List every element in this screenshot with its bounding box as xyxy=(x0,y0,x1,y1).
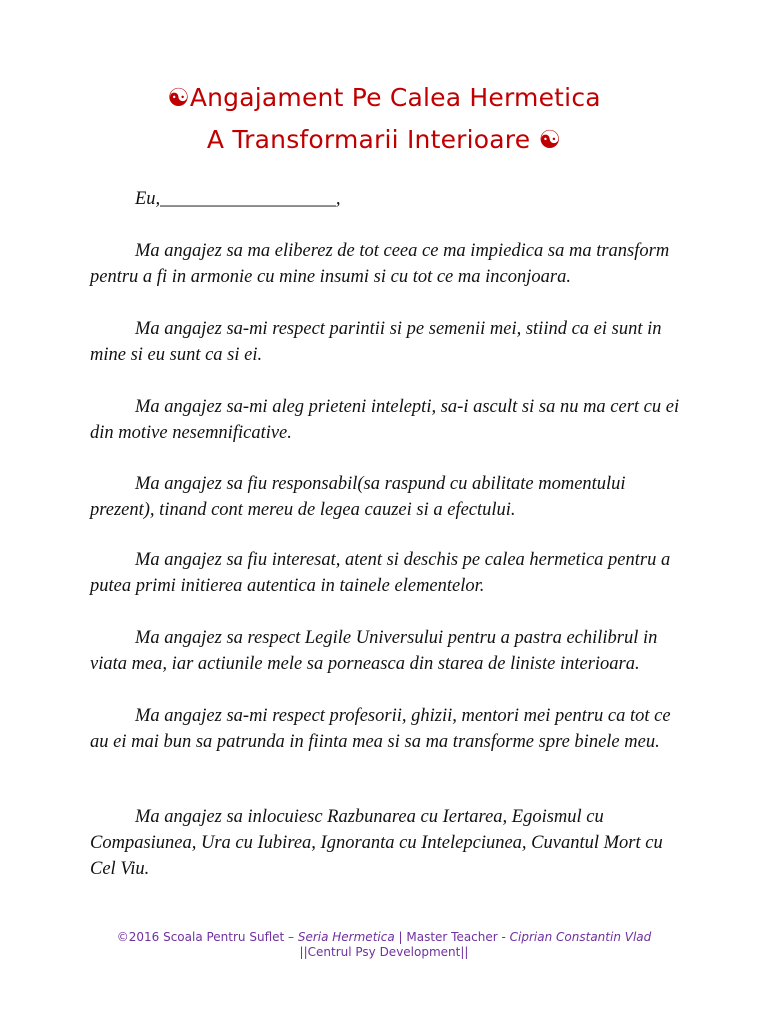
commitment-paragraph: Ma angajez sa fiu interesat, atent si deschis pe calea hermetica pentru a putea primi initierea autentica in tainele elementelor. xyxy=(90,550,671,596)
paragraph-2 xyxy=(90,316,680,368)
commitment-paragraph: Ma angajez sa fiu responsabil(sa raspund cu abilitate momentului prezent), tinand cont mereu de legea cauzei si a efectului. xyxy=(90,474,626,520)
paragraph-3 xyxy=(90,394,680,446)
footer-line-2: ||Centrul Psy Development|| xyxy=(299,945,469,959)
footer-separator: | Master Teacher - xyxy=(394,930,510,944)
name-line: Eu,___________________, xyxy=(135,189,341,209)
paragraph-8 xyxy=(90,804,680,882)
paragraph-7 xyxy=(90,703,680,755)
document-title-line-2: A Transformarii Interioare ☯ xyxy=(206,125,562,154)
paragraph-5 xyxy=(90,547,680,599)
footer xyxy=(0,930,768,960)
footer-series: Seria Hermetica xyxy=(297,930,395,944)
commitment-paragraph: Ma angajez sa respect Legile Universului pentru a pastra echilibrul in viata mea, iar actiunile mele sa porneasca din starea de liniste interioara. xyxy=(90,628,658,674)
footer-copyright: ©2016 Scoala Pentru Suflet – xyxy=(116,930,298,944)
commitment-paragraph: Ma angajez sa-mi respect profesorii, ghizii, mentori mei pentru ca tot ce au ei mai bun sa patrunda in fiinta mea si sa ma transforme spre binele meu. xyxy=(90,706,671,752)
commitment-paragraph: Ma angajez sa ma eliberez de tot ceea ce ma impiedica sa ma transform pentru a fi in armonie cu mine insumi si cu tot ce ma inconjoara. xyxy=(90,241,670,287)
commitment-paragraph: Ma angajez sa-mi respect parintii si pe semenii mei, stiind ca ei sunt in mine si eu sunt ca si ei. xyxy=(90,319,662,365)
paragraph-1 xyxy=(90,238,680,290)
name-line-block xyxy=(90,186,680,212)
commitment-paragraph: Ma angajez sa-mi aleg prieteni intelepti, sa-i ascult si sa nu ma cert cu ei din motive nesemnificative. xyxy=(90,397,680,443)
footer-teacher: Ciprian Constantin Vlad xyxy=(509,930,652,944)
footer-line-1 xyxy=(0,930,768,945)
document-title-line-1: ☯Angajament Pe Calea Hermetica xyxy=(167,83,601,112)
commitment-paragraph: Ma angajez sa inlocuiesc Razbunarea cu Iertarea, Egoismul cu Compasiunea, Ura cu Iubirea, Ignoranta cu Intelepciunea, Cuvantul Mort cu Cel Viu. xyxy=(90,807,663,879)
paragraph-4 xyxy=(90,471,680,523)
paragraph-6 xyxy=(90,625,680,677)
